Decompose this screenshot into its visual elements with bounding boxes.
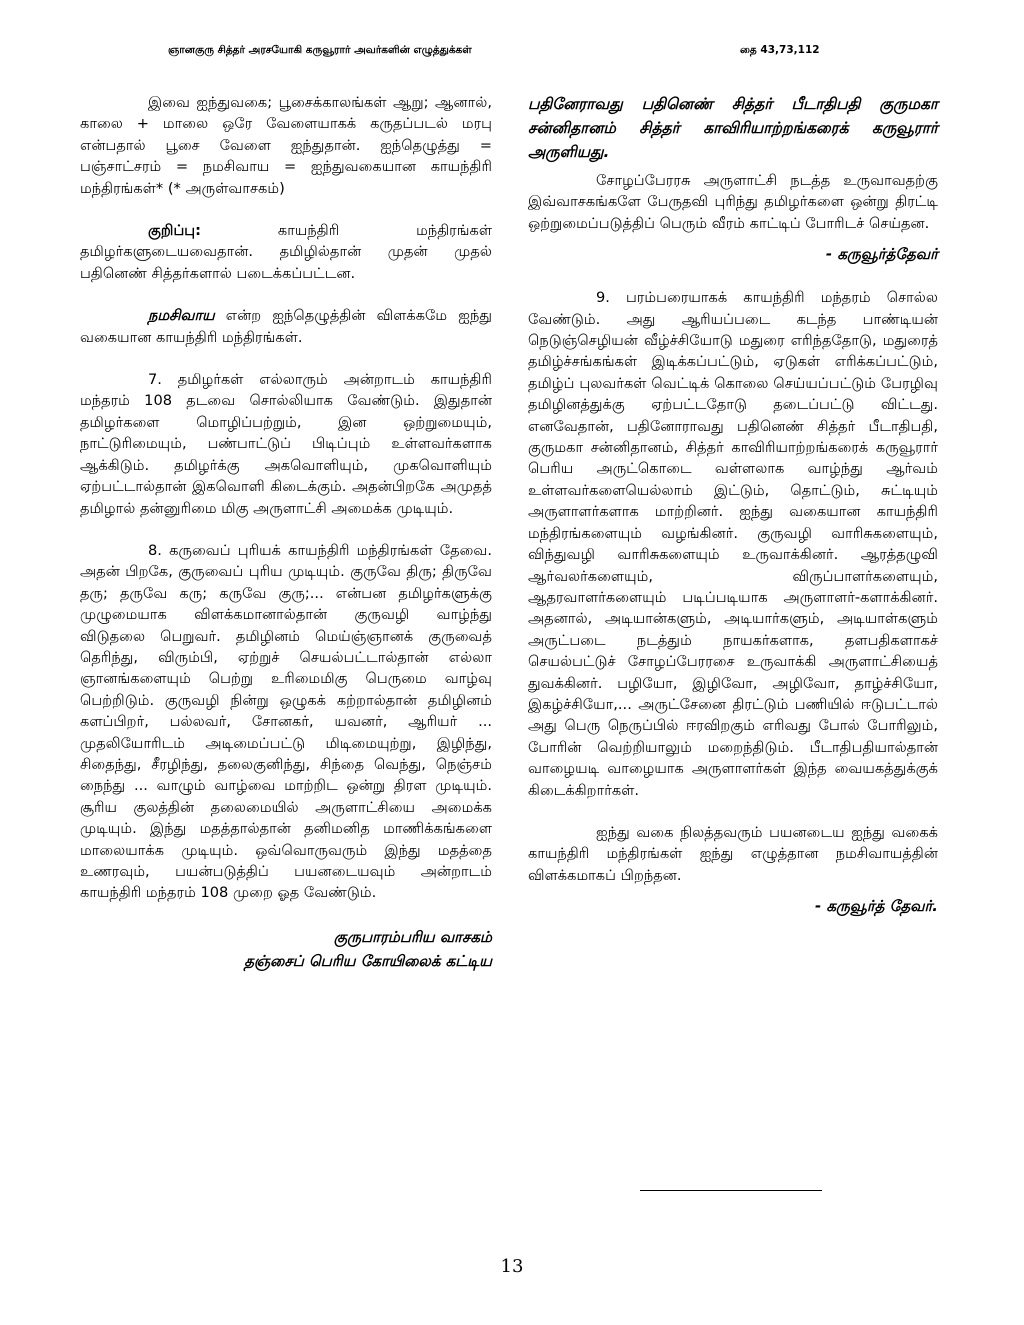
section-8-paragraph: 8. கருவைப் புரியக் காயந்திரி மந்திரங்கள் தேவை. அதன் பிறகே, குருவைப் புரிய முடியும். குருவே திரு; திருவே தரு; தருவே கரு; கருவே குரு;... என்பன தமிழர்களுக்கு முழுமையாக விளக்கமானால்தான் குருவழி வாழ்ந்து விடுதலை பெறுவர். தமிழினம் மெய்ஞ்ஞானக் குருவைத் தெரிந்து, விரும்பி, ஏற்றுச் செயல்பட்டால்தான் எல்லா ஞானங்களையும் பெற்று உரிமைமிகு பெருமை வாழ்வு பெற்றிடும். குருவழி நின்று ஒழுகக் கற்றால்தான் தமிழினம் களப்பிறர், பல்லவர், சோனகர், யவனர், ஆரியர் ... முதலியோரிடம் அடிமைப்பட்டு மிடிமையுற்று, இழிந்து, சிதைந்து, சீரழிந்து, தலைகுனிந்து, சிந்தை வெந்து, நெஞ்சம் நைந்து ... வாழும் வாழ்வை மாற்றிட ஒன்று திரள முடியும். சூரிய குலத்தின் தலைமையில் அருளாட்சியை அமைக்க முடியும். இந்து மதத்தால்தான் தனிமனித மாணிக்கங்களை மாலையாக்க முடியும். ஒவ்வொருவரும் இந்து மதத்தை உணரவும், பயன்படுத்திப் பயனடையவும் அன்றாடம் காயந்திரி மந்தரம் 108 முறை ஓத வேண்டும். [80, 541, 492, 902]
page-number: 13 [500, 1256, 524, 1277]
signature-left-1: குருபாரம்பரிய வாசகம் [333, 927, 492, 946]
signature-right-2: - கருவூர்த் தேவர். [814, 897, 938, 916]
note-label: குறிப்பு: [148, 222, 201, 240]
namasivaya-text: என்ற ஐந்தெழுத்தின் விளக்கமே ஐந்து வகையான காயந்திரி மந்திரங்கள். [80, 307, 492, 346]
closing-rule [640, 1190, 822, 1191]
section-9-paragraph: 9. பரம்பரையாகக் காயந்திரி மந்தரம் சொல்ல வேண்டும். அது ஆரியப்படை கடந்த பாண்டியன் நெடுஞ்செழியன் வீழ்ச்சியோடு மதுரை எரிந்ததோடு, மதுரைத் தமிழ்ச்சங்கங்கள் இடிக்கப்பட்டும், ஏடுகள் எரிக்கப்பட்டும், தமிழ்ப் புலவர்கள் வெட்டிக் கொலை செய்யப்பட்டும் பேரழிவு தமிழினத்துக்கு ஏற்பட்டதோடு தடைப்பட்டு விட்டது. எனவேதான், பதினோராவது பதினெண் சித்தர் பீடாதிபதி, குருமகா சன்னிதானம், சித்தர் காவிரியாற்றங்கரைக் கருவூரார் பெரிய அருட்கொடை வள்ளலாக வாழ்ந்து ஆர்வம் உள்ளவர்களையெல்லாம் இட்டும், தொட்டும், சுட்டியும் அருளாளர்களாக மாற்றினர். ஐந்து வகையான காயந்திரி மந்திரங்களையும் வழங்கினர். குருவழி வாரிசுகளையும், விந்துவழி வாரிசுகளையும் உருவாக்கினர். ஆரத்தழுவி ஆர்வலர்களையும், விருப்பாளர்களையும், ஆதரவாளர்களையும் படிப்படியாக அருளாளர்-களாக்கினர். அதனால், அடியான்களும், அடியார்களும், அடியாள்களும் அருட்படை நடத்தும் நாயகர்களாக, தளபதிகளாகச் செயல்பட்டுச் சோழப்பேரரசை உருவாக்கி அருளாட்சியைத் துவக்கினர். பழியோ, இழிவோ, அழிவோ, தாழ்ச்சியோ, இகழ்ச்சியோ,... அருட்சேனை திரட்டும் பணியில் ஈடுபட்டால் அது பெரு நெருப்பில் ஈரவிறகும் எரிவது போல் போரிலும், போரின் வெற்றியாலும் மறைந்திடும். பீடாதிபதியால்தான் வாழையடி வாழையாக அருளாளர்கள் இந்த வையகத்துக்குக் கிடைக்கிறார்கள். [528, 289, 938, 799]
running-header-right: தை 43,73,112 [740, 44, 820, 56]
right-paragraph-3: ஐந்து வகை நிலத்தவரும் பயனடைய ஐந்து வகைக் காயந்திரி மந்திரங்கள் ஐந்து எழுத்தான நமசிவாயத்தின் விளக்கமாகப் பிறந்தன. [528, 823, 938, 884]
right-column [528, 92, 938, 918]
namasivaya-term: நமசிவாய [148, 307, 215, 325]
section-7-paragraph: 7. தமிழர்கள் எல்லாரும் அன்றாடம் காயந்திரி மந்தரம் 108 தடவை சொல்லியாக வேண்டும். இதுதான் தமிழர்களை மொழிப்பற்றும், இன ஒற்றுமையும், நாட்டுரிமையும், பண்பாட்டுப் பிடிப்பும் உள்ளவர்களாக ஆக்கிடும். தமிழர்க்கு அகவொளியும், முகவொளியும் ஏற்பட்டால்தான் இகவொளி கிடைக்கும். அதன்பிறகே அமுதத் தமிழால் தன்னுரிமை மிகு அருளாட்சி அமைக்க முடியும். [80, 371, 492, 517]
right-paragraph-1: சோழப்பேரரசு அருளாட்சி நடத்த உருவாவதற்கு இவ்வாசகங்களே பேருதவி புரிந்து தமிழர்களை ஒன்று திரட்டி ஒற்றுமைப்படுத்திப் பெரும் வீரம் காட்டிப் போரிடச் செய்தன. [528, 172, 938, 232]
right-heading: பதினேராவது பதினெண் சித்தர் பீடாதிபதி குருமகா சன்னிதானம் சித்தர் காவிரியாற்றங்கரைக் கருவூரார் அருளியது. [528, 95, 938, 161]
running-header-left: ஞானகுரு சித்தர் அரசயோகி கருவூரார் அவர்களின் எழுத்துக்கள் [168, 44, 472, 56]
signature-left-2: தஞ்சைப் பெரிய கோயிலைக் கட்டிய [244, 951, 492, 970]
note-paragraph [80, 220, 492, 284]
signature-right-1: - கருவூர்த்தேவர் [825, 245, 938, 264]
namasivaya-paragraph [80, 305, 492, 348]
left-column [80, 92, 492, 973]
paragraph-1: இவை ஐந்துவகை; பூசைக்காலங்கள் ஆறு; ஆனால், காலை + மாலை ஒரே வேளையாகக் கருதப்படல் மரபு என்பதால் பூசை வேளை ஐந்துதான். ஐந்தெழுத்து = பஞ்சாட்சரம் = நமசிவாய = ஐந்துவகையான காயந்திரி மந்திரங்கள்* (* அருள்வாசகம்) [80, 94, 492, 197]
note-text: காயந்திரி மந்திரங்கள் தமிழர்களுடையவைதான். தமிழில்தான் முதன் முதல் பதினெண் சித்தர்களால் படைக்கப்பட்டன. [80, 222, 492, 282]
